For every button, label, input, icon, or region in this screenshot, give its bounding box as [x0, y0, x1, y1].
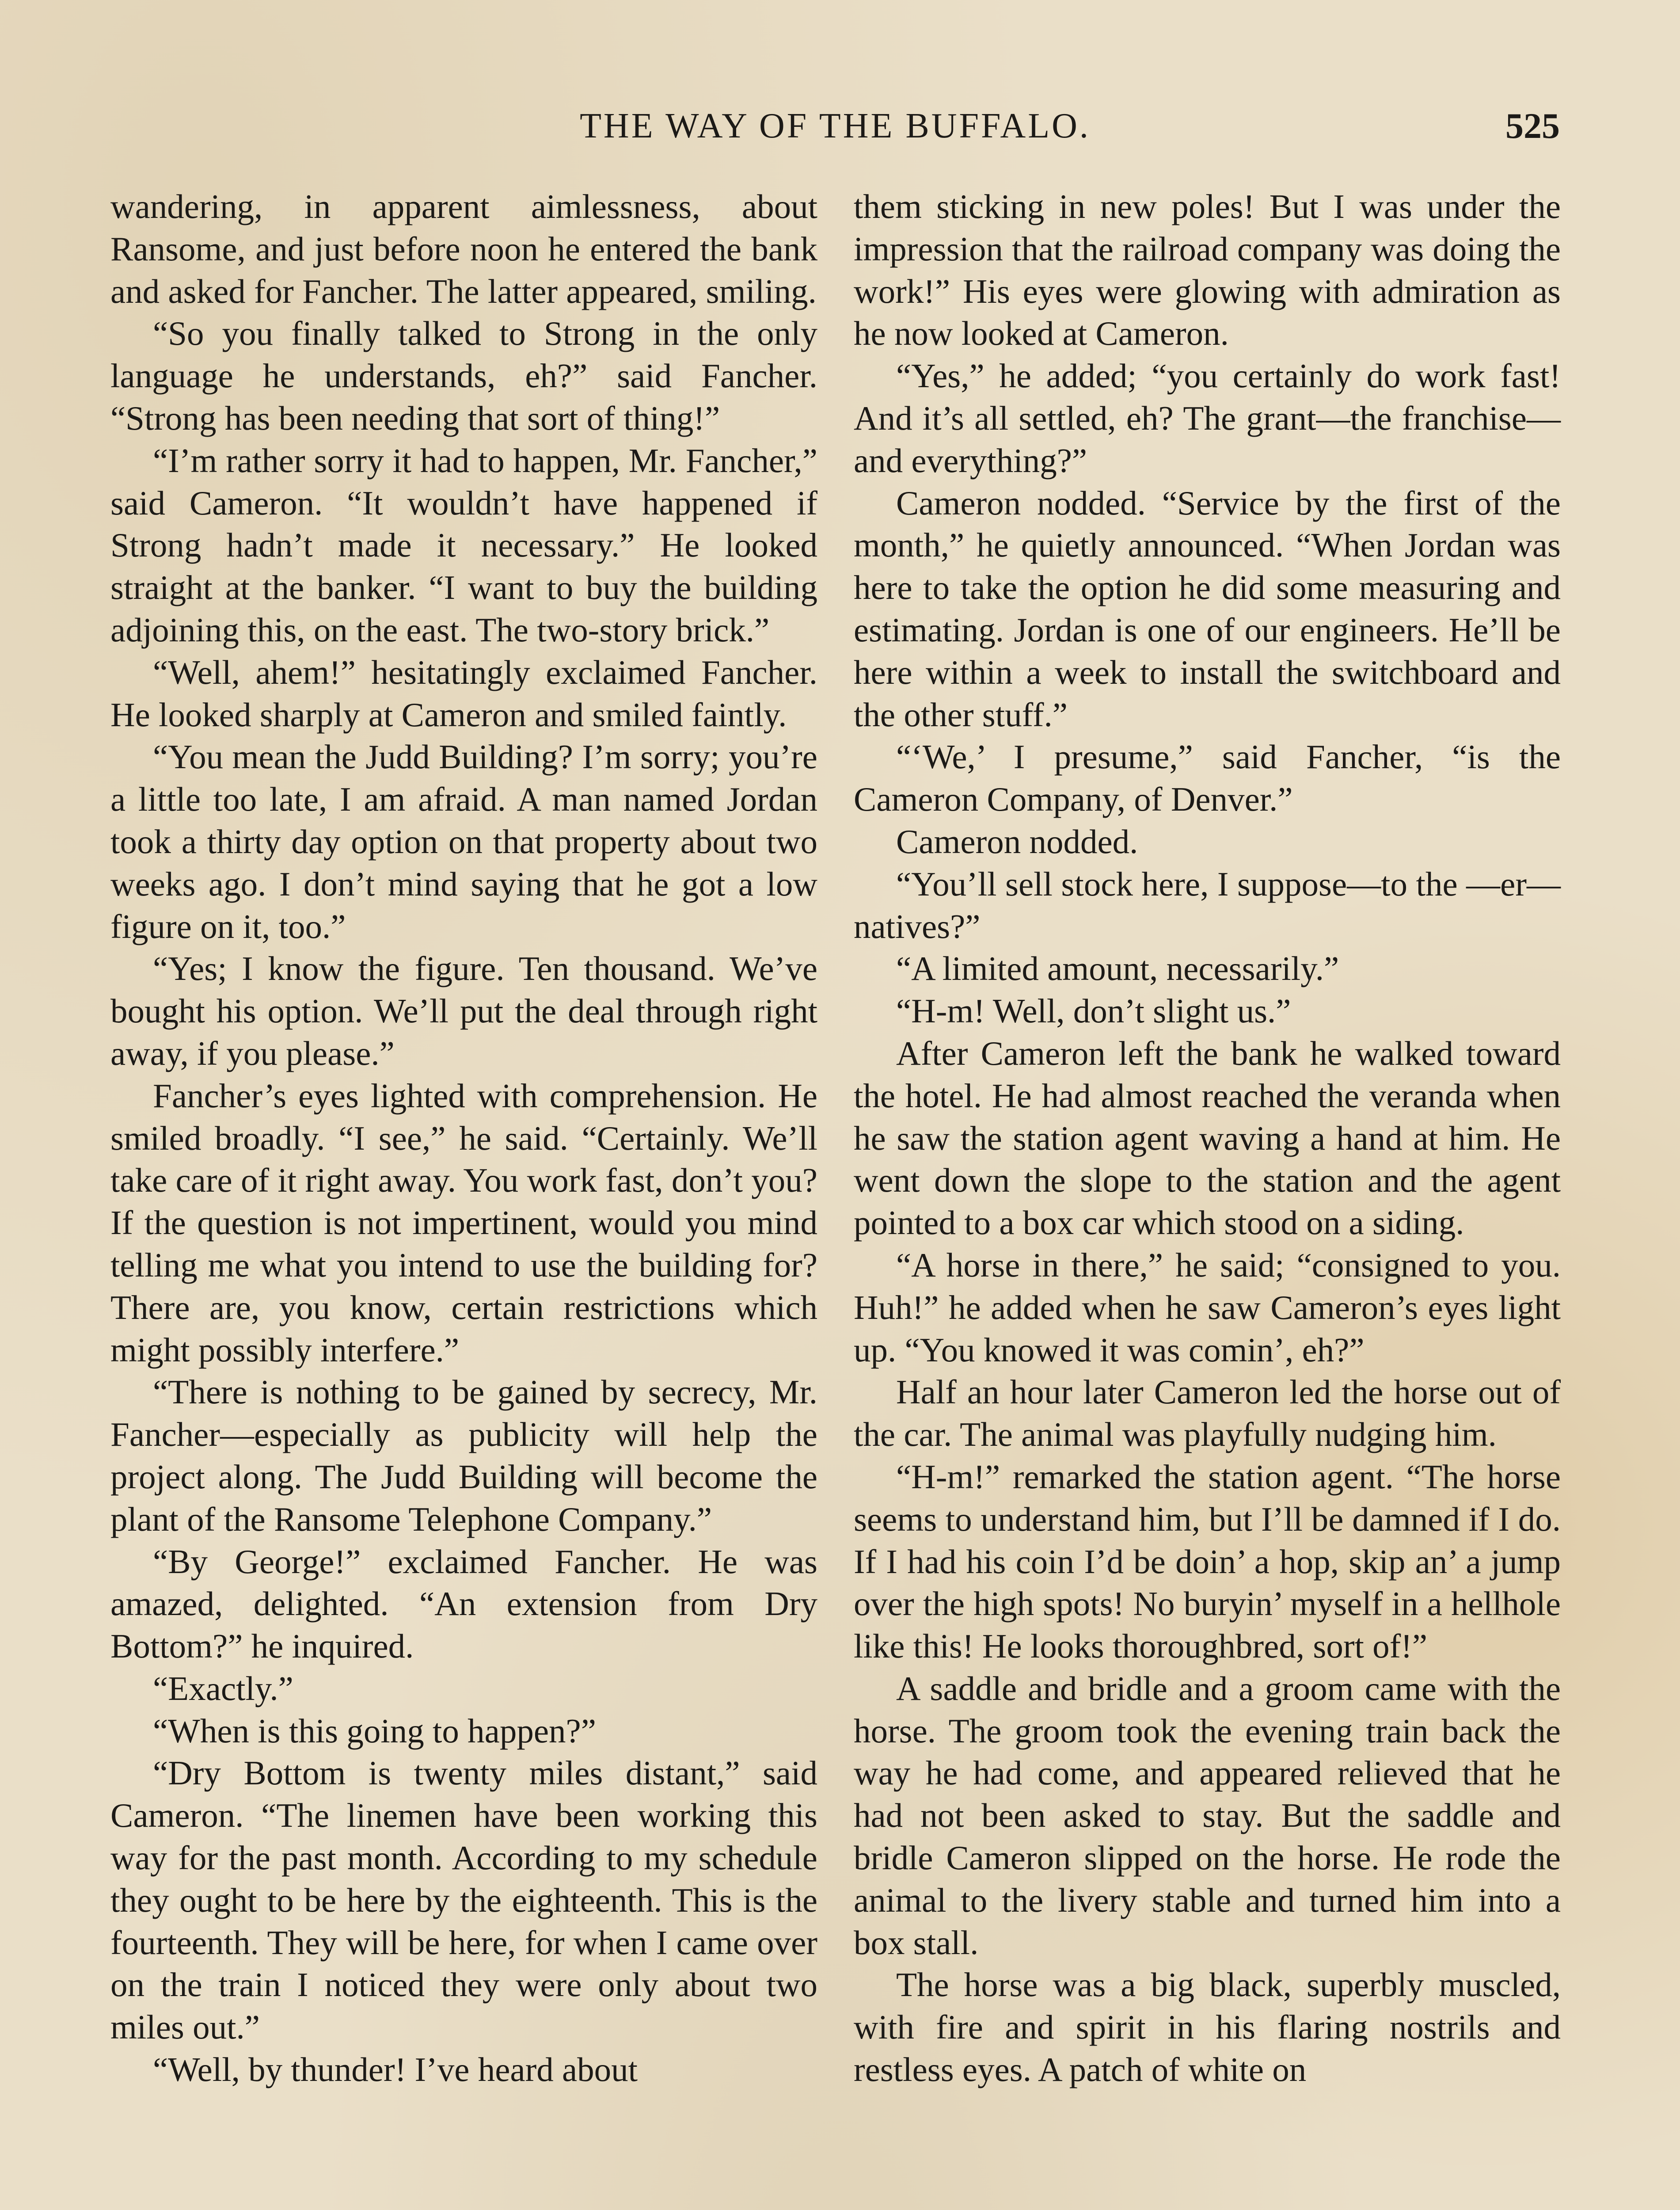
page-number: 525: [1505, 106, 1560, 146]
paragraph: “Yes; I know the figure. Ten thousand. We’ve bought his option. We’ll put the deal through right away, if you please.”: [110, 949, 817, 1072]
right-text-column: [854, 186, 1561, 2091]
paragraph: “A horse in there,” he said; “consigned to you. Huh!” he added when he saw Cameron’s eyes light up. “You knowed it was comin’, eh?”: [854, 1246, 1561, 1369]
paragraph: After Cameron left the bank he walked toward the hotel. He had almost reached the veranda when he saw the station agent waving a hand at him. He went down the slope to the station and the agent pointed to a box car which stood on a siding.: [854, 1034, 1561, 1242]
paragraph: “Exactly.”: [153, 1669, 293, 1707]
paragraph: them sticking in new poles! But I was under the impression that the railroad company was doing the work!” His eyes were glowing with admiration as he now looked at Cameron.: [854, 187, 1561, 353]
paragraph: Half an hour later Cameron led the horse out of the car. The animal was playfully nudging him.: [854, 1373, 1561, 1454]
paragraph: “I’m rather sorry it had to happen, Mr. Fancher,” said Cameron. “It wouldn’t have happened if Strong hadn’t made it necessary.” He looked straight at the banker. “I want to buy the building adjoining this, on the east. The two-story brick.”: [110, 441, 817, 649]
paragraph: “H-m!” remarked the station agent. “The horse seems to understand him, but I’ll be damned if I do. If I had his coin I’d be doin’ a hop, skip an’ a jump over the high spots! No buryin’ myself in a hellhole like this! He looks thoroughbred, sort of!”: [854, 1457, 1561, 1665]
running-head: [110, 102, 1560, 150]
paragraph: The horse was a big black, superbly muscled, with fire and spirit in his flaring nostrils and restless eyes. A patch of white on: [854, 1966, 1561, 2089]
paragraph: A saddle and bridle and a groom came with the horse. The groom took the evening train back the way he had come, and appeared relieved that he had not been asked to stay. But the saddle and bridle Cameron slipped on the horse. He rode the animal to the livery stable and turned him into a box stall.: [854, 1669, 1561, 1962]
paragraph: “Dry Bottom is twenty miles distant,” said Cameron. “The linemen have been working this way for the past month. According to my schedule they ought to be here by the eighteenth. This is the fourteenth. They will be here, for when I came over on the train I noticed they were only about two miles out.”: [110, 1754, 817, 2046]
left-text-column: [110, 186, 817, 2091]
paragraph: Fancher’s eyes lighted with comprehension. He smiled broadly. “I see,” he said. “Certainly. We’ll take care of it right away. You work fast, don’t you? If the question is not impertinent, would you mind telling me what you intend to use the building for? There are, you know, certain restrictions which might possibly interfere.”: [110, 1076, 817, 1369]
paragraph: “You’ll sell stock here, I suppose—to the —er—natives?”: [854, 865, 1561, 945]
paragraph: “Well, ahem!” hesitatingly exclaimed Fancher. He looked sharply at Cameron and smiled faintly.: [110, 653, 817, 734]
paragraph: Cameron nodded.: [896, 822, 1138, 861]
paragraph: “You mean the Judd Building? I’m sorry; you’re a little too late, I am afraid. A man named Jordan took a thirty day option on that property about two weeks ago. I don’t mind saying that he got a low figure on it, too.”: [110, 738, 817, 945]
paragraph: “H-m! Well, don’t slight us.”: [896, 992, 1291, 1030]
paragraph: Cameron nodded. “Service by the first of the month,” he quietly announced. “When Jordan was here to take the option he did some measuring and estimating. Jordan is one of our engineers. He’ll be here within a week to install the switchboard and the other stuff.”: [854, 484, 1561, 734]
paragraph: “A limited amount, necessarily.”: [896, 949, 1339, 988]
paragraph: “When is this going to happen?”: [153, 1711, 596, 1750]
paragraph: “By George!” exclaimed Fancher. He was amazed, delighted. “An extension from Dry Bottom?” he inquired.: [110, 1542, 817, 1665]
paragraph: wandering, in apparent aimlessness, about Ransome, and just before noon he entered the bank and asked for Fancher. The latter appeared, smiling.: [110, 187, 817, 310]
paragraph: “‘We,’ I presume,” said Fancher, “is the Cameron Company, of Denver.”: [854, 738, 1561, 819]
paragraph: “There is nothing to be gained by secrecy, Mr. Fancher—especially as publicity will help the project along. The Judd Building will become the plant of the Ransome Telephone Company.”: [110, 1373, 817, 1538]
paragraph: “So you finally talked to Strong in the only language he understands, eh?” said Fancher. “Strong has been needing that sort of thing!”: [110, 314, 817, 437]
paragraph: “Well, by thunder! I’ve heard about: [153, 2050, 638, 2089]
running-title: THE WAY OF THE BUFFALO.: [580, 107, 1091, 145]
paragraph: “Yes,” he added; “you certainly do work fast! And it’s all settled, eh? The grant—the franchise—and everything?”: [854, 357, 1561, 480]
